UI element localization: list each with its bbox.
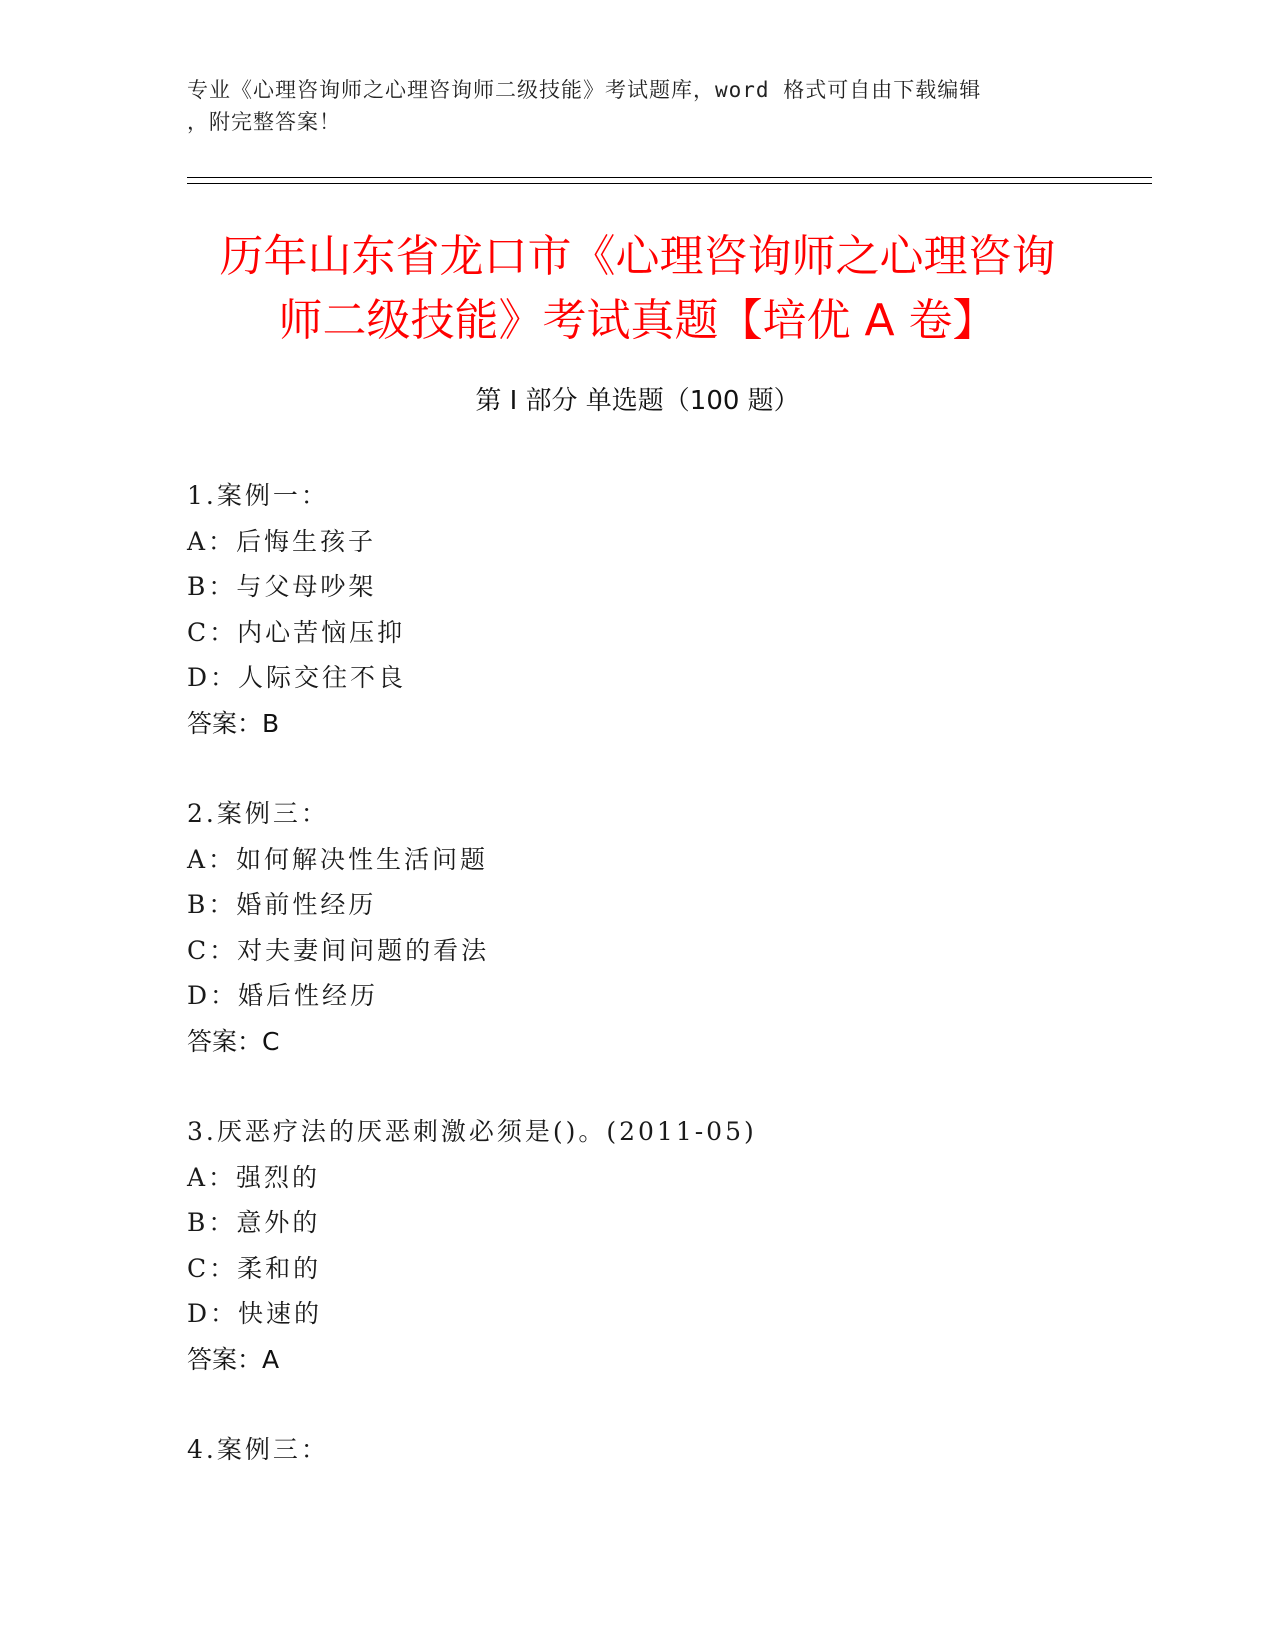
answer: 答案：A (187, 1344, 280, 1374)
option-c: C：对夫妻间问题的看法 (187, 935, 490, 965)
option-d: D：快速的 (187, 1299, 323, 1328)
question-stem: 3.厌恶疗法的厌恶刺激必须是()。(2011-05) (187, 1117, 757, 1146)
question-stem: 2.案例三： (187, 799, 329, 828)
question-1 (187, 473, 1087, 746)
document-title-line-1: 历年山东省龙口市《心理咨询师之心理咨询 (219, 231, 1056, 282)
document-title-line-2: 师二级技能》考试真题【培优 A 卷】 (278, 295, 997, 346)
option-a: A：如何解决性生活问题 (187, 844, 489, 874)
option-c: C：内心苦恼压抑 (187, 617, 406, 647)
question-stem: 4.案例三： (187, 1435, 329, 1464)
document-title (150, 225, 1125, 353)
header-note (187, 74, 1067, 138)
option-a: A：后悔生孩子 (187, 526, 377, 556)
option-d: D：人际交往不良 (187, 663, 407, 692)
question-4 (187, 1427, 1087, 1473)
header-note-line-1: 专业《心理咨询师之心理咨询师二级技能》考试题库，word 格式可自由下载编辑 (187, 78, 982, 102)
header-divider-top (187, 177, 1152, 178)
option-a: A：强烈的 (187, 1162, 321, 1192)
option-d: D：婚后性经历 (187, 981, 379, 1010)
option-b: B：与父母吵架 (187, 572, 377, 601)
header-divider-bottom (187, 183, 1152, 184)
section-title: 第 I 部分 单选题（100 题） (475, 386, 800, 416)
header-note-line-2: ，附完整答案！ (187, 110, 341, 134)
option-c: C：柔和的 (187, 1253, 322, 1283)
question-2 (187, 791, 1087, 1064)
question-stem: 1.案例一： (187, 481, 329, 510)
option-b: B：婚前性经历 (187, 890, 377, 919)
answer: 答案：B (187, 708, 280, 738)
question-3 (187, 1109, 1087, 1382)
option-b: B：意外的 (187, 1208, 321, 1237)
answer: 答案：C (187, 1026, 280, 1056)
